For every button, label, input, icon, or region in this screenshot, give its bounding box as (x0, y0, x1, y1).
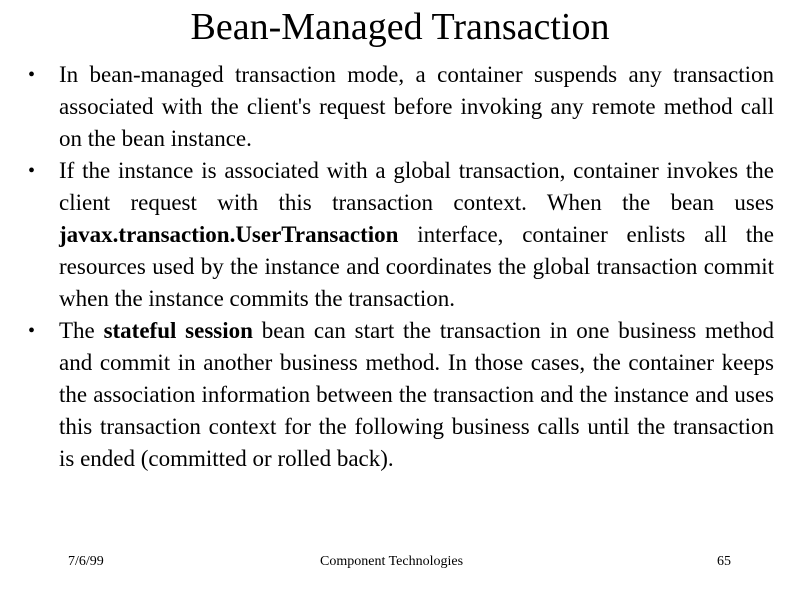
footer-page-number: 65 (717, 554, 731, 569)
slide-title: Bean-Managed Transaction (190, 6, 610, 48)
bullet-text-after: interface, container enlists all the resources used by the instance and coordinates the global transaction commit when the instance commits the transaction. (59, 222, 774, 311)
footer-course-title: Component Technologies (320, 554, 464, 569)
bullet-text: In bean-managed transaction mode, a container suspends any transaction associated with the client's request before invoking any remote method call on the bean instance. (59, 62, 774, 151)
bullet-text-after: bean can start the transaction in one business method and commit in another business method. In those cases, the container keeps the association information between the transaction and the instance and uses this transaction context for the following business calls until the transaction is ended (committed or rolled back). (59, 318, 775, 471)
bullet-dot-icon: • (28, 64, 36, 86)
bullet-list (28, 59, 774, 475)
bullet-text-before: If the instance is associated with a global transaction, container invokes the client request with this transaction context. When the bean uses (59, 158, 774, 215)
bullet-text-strong: stateful session (103, 318, 253, 343)
bullet-item (28, 155, 774, 315)
footer-date: 7/6/99 (68, 554, 104, 569)
bullet-text-before: The (59, 318, 104, 343)
bullet-dot-icon: • (28, 160, 36, 182)
bullet-dot-icon: • (28, 320, 36, 342)
bullet-item (28, 59, 774, 155)
bullet-item (28, 315, 774, 475)
bullet-text-strong: javax.transaction.UserTransaction (59, 222, 399, 247)
